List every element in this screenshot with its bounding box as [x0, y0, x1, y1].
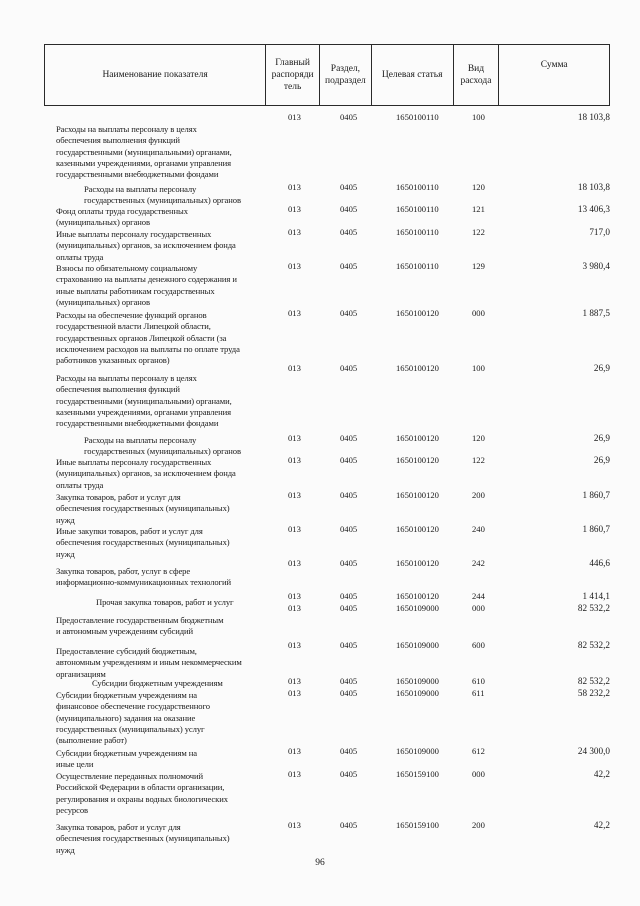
row-vid: 000: [472, 603, 485, 613]
row-name: Предоставление субсидий бюджетным, автономным учреждениям и иным некоммерческим организациям: [56, 646, 242, 679]
row-celevaya: 1650109000: [396, 676, 439, 686]
row-razdel: 0405: [340, 769, 358, 779]
row-celevaya: 1650100120: [396, 524, 439, 534]
row-vid: 200: [472, 490, 485, 500]
row-summa: 42,2: [593, 820, 610, 830]
row-vid: 611: [472, 688, 485, 698]
row-razdel: 0405: [340, 524, 358, 534]
row-name: Расходы на выплаты персоналу государственных (муниципальных) органов: [84, 435, 241, 457]
row-razdel: 0405: [340, 688, 358, 698]
row-name: Расходы на выплаты персоналу государственных (муниципальных) органов: [84, 184, 241, 206]
header-glavny: Главный распоряди тель: [266, 45, 320, 105]
row-razdel: 0405: [340, 227, 358, 237]
row-vid: 240: [472, 524, 485, 534]
row-summa: 26,9: [593, 363, 610, 373]
row-summa: 1 887,5: [582, 308, 610, 318]
row-celevaya: 1650100120: [396, 433, 439, 443]
row-vid: 242: [472, 558, 485, 568]
row-glavny: 013: [288, 591, 301, 601]
row-celevaya: 1650100120: [396, 308, 439, 318]
row-razdel: 0405: [340, 676, 358, 686]
row-razdel: 0405: [340, 820, 358, 830]
row-vid: 000: [472, 769, 485, 779]
row-celevaya: 1650100120: [396, 363, 439, 373]
row-vid: 122: [472, 455, 485, 465]
row-name: Осуществление переданных полномочий Российской Федерации в области организации, регулирования и охраны водных биологических ресурсов: [56, 771, 228, 815]
row-summa: 1 860,7: [582, 490, 610, 500]
row-vid: 610: [472, 676, 485, 686]
row-razdel: 0405: [340, 558, 358, 568]
row-celevaya: 1650109000: [396, 688, 439, 698]
row-name: Расходы на обеспечение функций органов государственной власти Липецкой области, государственных органов Липецкой области (за исключением расходов на выплаты по оплате труда работников указанных органов): [56, 310, 240, 366]
row-glavny: 013: [288, 112, 301, 122]
row-name: Субсидии бюджетным учреждениям на финансовое обеспечение государственного (муниципального) задания на оказание государственных (муниципальных) услуг (выполнение работ): [56, 690, 210, 746]
row-celevaya: 1650159100: [396, 820, 439, 830]
row-glavny: 013: [288, 746, 301, 756]
header-razdel: Раздел, подраздел: [320, 45, 372, 105]
row-glavny: 013: [288, 640, 301, 650]
row-vid: 000: [472, 308, 485, 318]
row-razdel: 0405: [340, 433, 358, 443]
row-name: Иные закупки товаров, работ и услуг для обеспечения государственных (муниципальных) нужд: [56, 526, 230, 559]
row-vid: 244: [472, 591, 485, 601]
row-summa: 18 103,8: [577, 112, 610, 122]
row-celevaya: 1650100120: [396, 558, 439, 568]
row-razdel: 0405: [340, 204, 358, 214]
row-razdel: 0405: [340, 455, 358, 465]
row-celevaya: 1650100110: [396, 182, 439, 192]
row-vid: 200: [472, 820, 485, 830]
row-glavny: 013: [288, 261, 301, 271]
row-razdel: 0405: [340, 591, 358, 601]
page-number: 96: [315, 858, 325, 868]
row-vid: 121: [472, 204, 485, 214]
row-glavny: 013: [288, 363, 301, 373]
row-razdel: 0405: [340, 308, 358, 318]
row-name: Субсидии бюджетным учреждениям на иные цели: [56, 748, 197, 770]
row-glavny: 013: [288, 524, 301, 534]
row-razdel: 0405: [340, 182, 358, 192]
row-vid: 120: [472, 433, 485, 443]
row-summa: 1 860,7: [582, 524, 610, 534]
row-name: Взносы по обязательному социальному страхованию на выплаты денежного содержания и иные выплаты работникам государственных (муниципальных) органов: [56, 263, 237, 307]
row-vid: 120: [472, 182, 485, 192]
row-celevaya: 1650100110: [396, 112, 439, 122]
row-name: Иные выплаты персоналу государственных (муниципальных) органов, за исключением фонда оплаты труда: [56, 229, 236, 262]
row-glavny: 013: [288, 490, 301, 500]
row-celevaya: 1650109000: [396, 746, 439, 756]
row-glavny: 013: [288, 676, 301, 686]
row-celevaya: 1650100120: [396, 591, 439, 601]
row-name: Фонд оплаты труда государственных (муниципальных) органов: [56, 206, 188, 228]
row-summa: 1 414,1: [582, 591, 610, 601]
row-name: Субсидии бюджетным учреждениям: [92, 678, 223, 688]
row-razdel: 0405: [340, 112, 358, 122]
row-vid: 129: [472, 261, 485, 271]
row-celevaya: 1650100110: [396, 227, 439, 237]
row-razdel: 0405: [340, 640, 358, 650]
row-glavny: 013: [288, 433, 301, 443]
row-vid: 612: [472, 746, 485, 756]
header-celevaya: Целевая статья: [372, 45, 454, 105]
row-glavny: 013: [288, 227, 301, 237]
row-summa: 58 232,2: [577, 688, 610, 698]
row-celevaya: 1650100110: [396, 204, 439, 214]
row-razdel: 0405: [340, 363, 358, 373]
row-glavny: 013: [288, 769, 301, 779]
row-summa: 3 980,4: [582, 261, 610, 271]
header-vid: Вид расхода: [454, 45, 500, 105]
row-name: Закупка товаров, работ и услуг для обеспечения государственных (муниципальных) нужд: [56, 492, 230, 525]
row-name: Расходы на выплаты персоналу в целях обеспечения выполнения функций государственными (муниципальными) органами, казенными учреждениями, органами управления государственными внебюджетными фондами: [56, 373, 232, 429]
row-razdel: 0405: [340, 261, 358, 271]
row-summa: 82 532,2: [577, 640, 610, 650]
row-summa: 18 103,8: [577, 182, 610, 192]
row-glavny: 013: [288, 603, 301, 613]
row-vid: 600: [472, 640, 485, 650]
header-name: Наименование показателя: [45, 45, 266, 105]
header-summa: Сумма: [540, 60, 568, 70]
row-glavny: 013: [288, 558, 301, 568]
row-name: Расходы на выплаты персоналу в целях обеспечения выполнения функций государственными (муниципальными) органами, казенными учреждениями, органами управления государственными внебюджетными фондами: [56, 124, 232, 180]
row-glavny: 013: [288, 182, 301, 192]
table-header: [44, 44, 610, 106]
row-summa: 82 532,2: [577, 676, 610, 686]
row-summa: 24 300,0: [577, 746, 610, 756]
row-name: Иные выплаты персоналу государственных (муниципальных) органов, за исключением фонда оплаты труда: [56, 457, 236, 490]
row-glavny: 013: [288, 688, 301, 698]
row-glavny: 013: [288, 820, 301, 830]
row-celevaya: 1650109000: [396, 603, 439, 613]
row-razdel: 0405: [340, 746, 358, 756]
row-glavny: 013: [288, 455, 301, 465]
row-summa: 446,6: [589, 558, 610, 568]
row-summa: 717,0: [589, 227, 610, 237]
row-summa: 82 532,2: [577, 603, 610, 613]
row-name: Закупка товаров, работ и услуг для обеспечения государственных (муниципальных) нужд: [56, 822, 230, 855]
row-name: Закупка товаров, работ, услуг в сфере информационно-коммуникационных технологий: [56, 566, 232, 588]
row-summa: 13 406,3: [577, 204, 610, 214]
row-vid: 100: [472, 112, 485, 122]
row-summa: 26,9: [593, 433, 610, 443]
row-celevaya: 1650159100: [396, 769, 439, 779]
row-summa: 26,9: [593, 455, 610, 465]
row-razdel: 0405: [340, 603, 358, 613]
row-razdel: 0405: [340, 490, 358, 500]
row-glavny: 013: [288, 204, 301, 214]
row-vid: 122: [472, 227, 485, 237]
row-celevaya: 1650109000: [396, 640, 439, 650]
row-celevaya: 1650100110: [396, 261, 439, 271]
row-vid: 100: [472, 363, 485, 373]
row-name: Предоставление государственным бюджетным и автономным учреждениям субсидий: [56, 615, 224, 637]
row-name: Прочая закупка товаров, работ и услуг: [96, 597, 234, 607]
row-celevaya: 1650100120: [396, 455, 439, 465]
row-celevaya: 1650100120: [396, 490, 439, 500]
row-summa: 42,2: [593, 769, 610, 779]
row-glavny: 013: [288, 308, 301, 318]
